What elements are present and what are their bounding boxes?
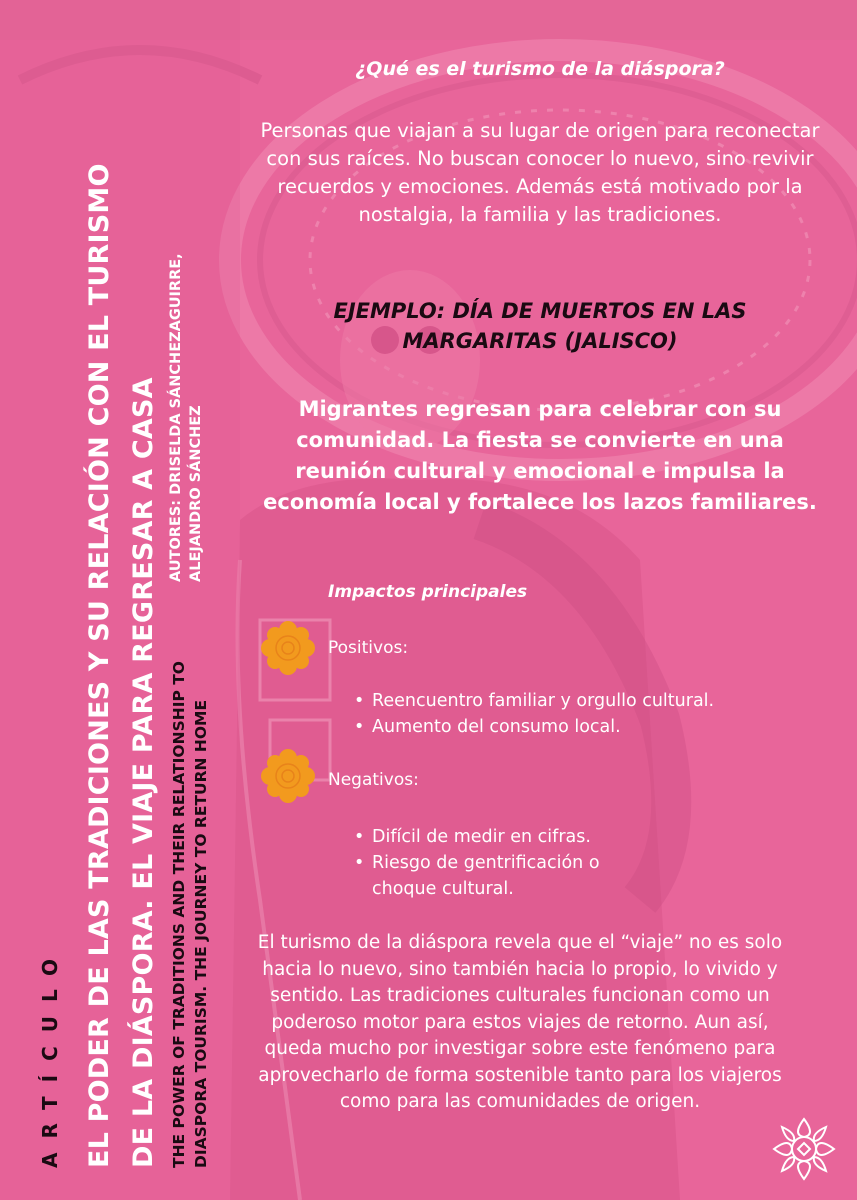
conclusion-paragraph: El turismo de la diáspora revela que el “viaje” no es solo hacia lo nuevo, sino también hacia lo propio, lo vivido y sentido. Las tradiciones culturales funcionan como un poderoso motor para estos viajes de retorno. Aun así, queda mucho por investigar sobre este fenómeno para aprovecharlo de forma sostenible tanto para los viajeros como para las comunidades de origen. — [257, 932, 783, 1112]
article-title-line-2: DE LA DIÁSPORA. EL VIAJE PARA REGRESAR A CASA — [128, 377, 159, 1168]
list-item: • Riesgo de gentrificación o choque cultural. — [348, 850, 648, 902]
negatives-label: Negativos: — [328, 770, 419, 790]
negatives-list — [348, 824, 648, 902]
list-item: • Reencuentro familiar y orgullo cultural. — [348, 688, 818, 714]
list-item: • Aumento del consumo local. — [348, 714, 818, 740]
side-title-block — [0, 0, 260, 1200]
english-title-line-2: DIASPORA TOURISM. THE JOURNEY TO RETURN HOME — [192, 699, 210, 1168]
article-label: ARTÍCULO — [38, 944, 62, 1168]
question-heading: ¿Qué es el turismo de la diáspora? — [355, 58, 725, 80]
marigold-flower-icon — [260, 748, 316, 804]
marigold-flower-icon — [260, 620, 316, 676]
example-paragraph: Migrantes regresan para celebrar con su comunidad. La fiesta se convierte en una reunión cultural y emocional e impulsa la economía local y fortalece los lazos familiares. — [263, 397, 817, 514]
article-title-line-1: EL PODER DE LAS TRADICIONES Y SU RELACIÓN CON EL TURISMO — [84, 163, 115, 1168]
impacts-heading: Impactos principales — [328, 582, 528, 602]
positives-list — [348, 688, 818, 740]
authors-line-1: AUTORES: DRISELDA SÁNCHEZAGUIRRE, — [168, 253, 184, 582]
intro-paragraph: Personas que viajan a su lugar de origen para reconectar con sus raíces. No buscan conocer lo nuevo, sino revivir recuerdos y emociones. Además está motivado por la nostalgia, la familia y las tradiciones. — [260, 119, 820, 226]
authors-line-2: ALEJANDRO SÁNCHEZ — [188, 405, 204, 582]
positives-label: Positivos: — [328, 638, 409, 658]
list-item: • Difícil de medir en cifras. — [348, 824, 648, 850]
ornamental-logo-icon — [770, 1115, 838, 1183]
example-heading: EJEMPLO: DÍA DE MUERTOS EN LAS MARGARITAS (JALISCO) — [333, 299, 747, 353]
english-title-line-1: THE POWER OF TRADITIONS AND THEIR RELATIONSHIP TO — [170, 661, 188, 1168]
